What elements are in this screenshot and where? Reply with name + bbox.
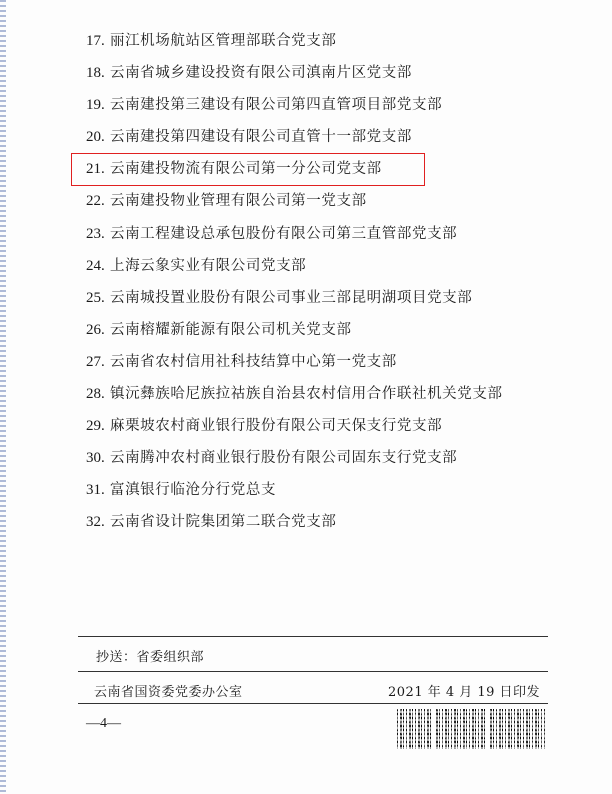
list-item (86, 346, 566, 378)
list-item (86, 89, 566, 121)
list-item (86, 282, 566, 314)
scan-edge (0, 0, 6, 794)
item-text: 云南工程建设总承包股份有限公司第三直管部党支部 (109, 225, 458, 242)
cc-line: 抄送：省委组织部 (96, 650, 205, 665)
barcode-gap (486, 709, 489, 749)
item-text: 云南建投物业管理有限公司第一党支部 (109, 193, 367, 210)
item-number: 17. (86, 33, 105, 49)
barcode-texture (397, 709, 545, 749)
item-text: 云南建投第三建设有限公司第四直管项目部党支部 (109, 97, 443, 114)
item-number: 27. (86, 353, 105, 370)
list-item (86, 506, 566, 538)
item-number: 28. (86, 386, 105, 403)
item-number: 30. (86, 450, 105, 467)
issue-date: 2021 年 4 月 19 日印发 (388, 685, 541, 700)
item-text: 云南建投第四建设有限公司直管十一部党支部 (109, 129, 412, 146)
item-number: 32. (86, 514, 105, 531)
list-item (86, 474, 566, 506)
item-number: 29. (86, 418, 105, 435)
list-item (86, 250, 566, 282)
top-divider (78, 636, 548, 637)
item-number: 23. (86, 225, 105, 242)
item-text: 云南省农村信用社科技结算中心第一党支部 (109, 353, 397, 370)
list-item (86, 121, 566, 153)
item-text: 云南榕耀新能源有限公司机关党支部 (109, 321, 352, 338)
barcode-gap (433, 709, 436, 749)
item-number: 21. (86, 161, 105, 178)
item-text: 云南腾冲农村商业银行股份有限公司固东支行党支部 (109, 450, 458, 467)
list-item (86, 410, 566, 442)
item-number: 24. (86, 257, 105, 274)
page-number: —4— (86, 716, 121, 731)
highlight-box (71, 153, 425, 186)
item-text: 麻栗坡农村商业银行股份有限公司天保支行党支部 (109, 418, 443, 435)
list-item (86, 218, 566, 250)
item-text: 镇沅彝族哈尼族拉祜族自治县农村信用合作联社机关党支部 (109, 386, 503, 403)
item-text: 云南省设计院集团第二联合党支部 (109, 514, 337, 531)
item-number: 19. (86, 97, 105, 114)
item-number: 26. (86, 321, 105, 338)
item-text: 丽江机场航站区管理部联合党支部 (109, 33, 337, 49)
item-number: 25. (86, 289, 105, 306)
item-text: 云南建投物流有限公司第一分公司党支部 (109, 161, 382, 178)
branch-list (86, 25, 566, 539)
item-number: 31. (86, 482, 105, 499)
issuing-office: 云南省国资委党委办公室 (94, 685, 243, 700)
item-text: 上海云象实业有限公司党支部 (109, 257, 307, 274)
item-text: 云南城投置业股份有限公司事业三部昆明湖项目党支部 (109, 289, 473, 306)
middle-divider (78, 671, 548, 672)
bottom-divider (78, 703, 548, 704)
item-number: 20. (86, 129, 105, 146)
list-item (86, 25, 566, 57)
list-item (86, 378, 566, 410)
item-text: 云南省城乡建设投资有限公司滇南片区党支部 (109, 65, 412, 82)
item-number: 22. (86, 193, 105, 210)
item-text: 富滇银行临沧分行党总支 (109, 482, 277, 499)
list-item (86, 185, 566, 217)
list-item (86, 57, 566, 89)
item-number: 18. (86, 65, 105, 82)
list-item (86, 314, 566, 346)
list-item (86, 442, 566, 474)
